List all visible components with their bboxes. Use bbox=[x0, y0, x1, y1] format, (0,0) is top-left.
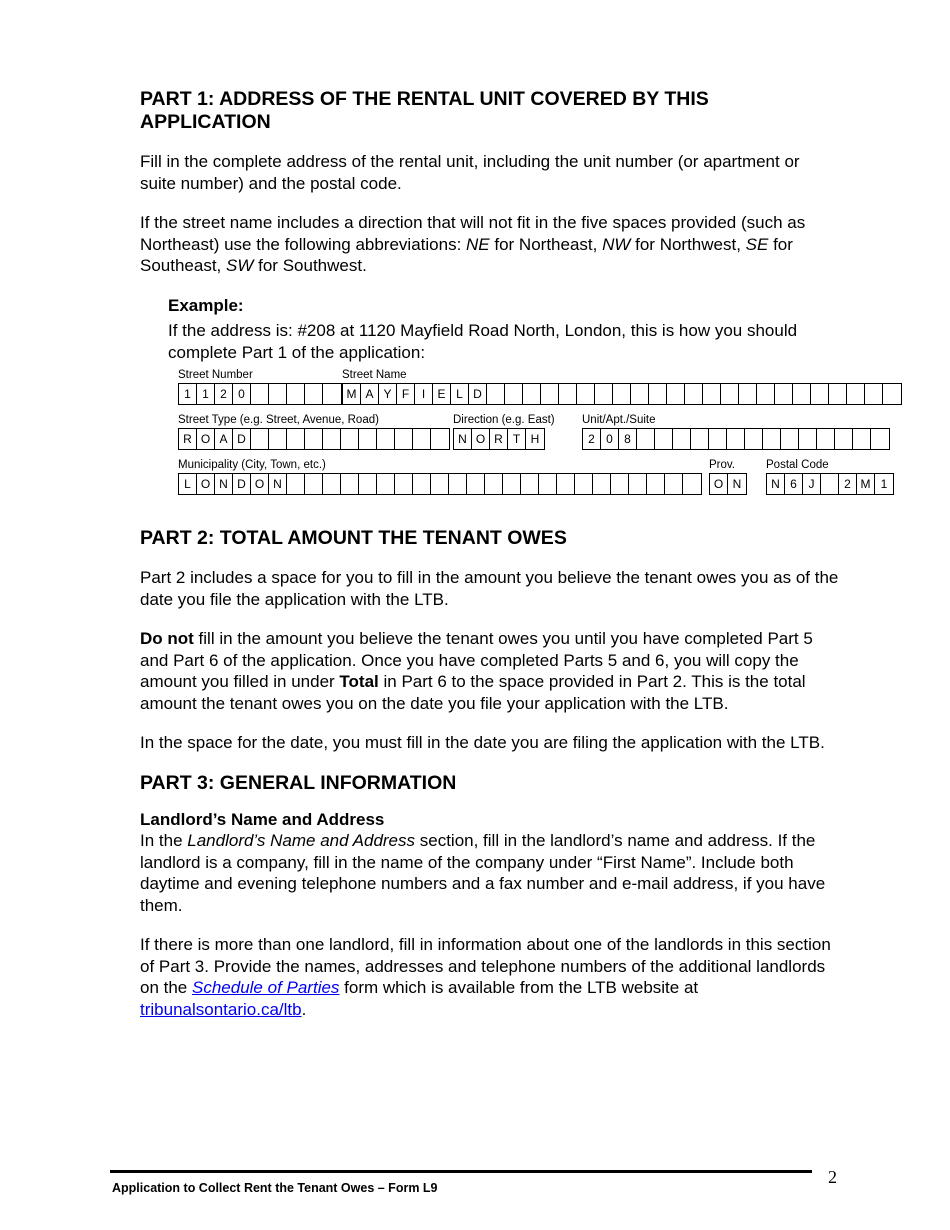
char-box bbox=[449, 474, 467, 494]
char-box: L bbox=[451, 384, 469, 404]
char-box: 2 bbox=[839, 474, 857, 494]
char-box bbox=[539, 474, 557, 494]
char-box: L bbox=[179, 474, 197, 494]
char-box bbox=[781, 429, 799, 449]
char-box bbox=[595, 384, 613, 404]
char-box: 8 bbox=[619, 429, 637, 449]
char-box bbox=[655, 429, 673, 449]
char-box: T bbox=[508, 429, 526, 449]
char-box: N bbox=[269, 474, 287, 494]
address-form-example bbox=[178, 369, 890, 505]
char-box: M bbox=[343, 384, 361, 404]
char-box: 1 bbox=[179, 384, 197, 404]
char-box: H bbox=[530, 432, 540, 446]
char-box: E bbox=[433, 384, 451, 404]
char-box: N bbox=[215, 474, 233, 494]
char-box bbox=[847, 384, 865, 404]
char-box bbox=[649, 384, 667, 404]
char-box: N bbox=[767, 474, 785, 494]
char-box bbox=[467, 474, 485, 494]
char-box bbox=[685, 384, 703, 404]
char-box: N bbox=[454, 429, 472, 449]
char-box bbox=[305, 474, 323, 494]
char-box: 6 bbox=[785, 474, 803, 494]
char-box bbox=[611, 474, 629, 494]
char-box bbox=[377, 474, 395, 494]
char-box: O bbox=[197, 429, 215, 449]
char-box bbox=[395, 429, 413, 449]
part3-paragraph-2: If there is more than one landlord, fill in information about one of the landlords in this section of Part 3. Provide the names, addresses and telephone numbers of the additional landlords on the Schedule of Parties form which is available from the LTB website at tribunalsontario.ca/ltb. bbox=[140, 935, 831, 1019]
char-box bbox=[557, 474, 575, 494]
char-box: O bbox=[472, 429, 490, 449]
street-number-boxes bbox=[178, 383, 342, 405]
street-name-boxes bbox=[342, 383, 902, 405]
char-box bbox=[377, 429, 395, 449]
char-box bbox=[575, 474, 593, 494]
char-box: 0 bbox=[601, 429, 619, 449]
char-box bbox=[341, 474, 359, 494]
part2-paragraph-3: In the space for the date, you must fill in the date you are filing the application with the LTB. bbox=[140, 733, 825, 752]
char-box bbox=[763, 429, 781, 449]
char-box bbox=[647, 474, 665, 494]
char-box bbox=[745, 429, 763, 449]
char-box bbox=[673, 429, 691, 449]
page-number: 2 bbox=[828, 1167, 837, 1187]
char-box bbox=[323, 384, 341, 404]
char-box bbox=[323, 474, 341, 494]
char-box bbox=[775, 384, 793, 404]
char-box: D bbox=[233, 429, 251, 449]
example-block bbox=[168, 295, 840, 364]
char-box bbox=[821, 474, 839, 494]
char-box: D bbox=[233, 474, 251, 494]
char-box: A bbox=[215, 429, 233, 449]
char-box: 2 bbox=[583, 429, 601, 449]
char-box bbox=[793, 384, 811, 404]
ltb-website-link[interactable]: tribunalsontario.ca/ltb bbox=[140, 999, 302, 1019]
char-box bbox=[799, 429, 817, 449]
char-box bbox=[341, 429, 359, 449]
char-box: D bbox=[469, 384, 487, 404]
part3-heading: PART 3: GENERAL INFORMATION bbox=[140, 771, 457, 794]
char-box bbox=[251, 384, 269, 404]
char-box: M bbox=[857, 474, 875, 494]
province-boxes bbox=[709, 473, 747, 495]
municipality-boxes bbox=[178, 473, 702, 495]
part1-heading: PART 1: ADDRESS OF THE RENTAL UNIT COVERED BY THIS APPLICATION bbox=[140, 88, 709, 133]
document-body bbox=[140, 88, 888, 1038]
char-box bbox=[829, 384, 847, 404]
char-box bbox=[817, 429, 835, 449]
char-box: 0 bbox=[233, 384, 251, 404]
part1-paragraph-1: Fill in the complete address of the rental unit, including the unit number (or apartment or suite number) and the postal code. bbox=[140, 152, 800, 193]
char-box bbox=[665, 474, 683, 494]
char-box bbox=[757, 384, 775, 404]
char-box bbox=[613, 384, 631, 404]
char-box: Y bbox=[379, 384, 397, 404]
char-box bbox=[865, 384, 883, 404]
char-box bbox=[559, 384, 577, 404]
municipality-label: Municipality (City, Town, etc.) bbox=[178, 459, 326, 471]
direction-label: Direction (e.g. East) bbox=[453, 414, 555, 426]
direction-boxes bbox=[453, 428, 545, 450]
char-box bbox=[691, 429, 709, 449]
char-box bbox=[629, 474, 647, 494]
part1-paragraph-2: If the street name includes a direction that will not fit in the five spaces provided (such as Northeast) use the following abbreviations: NE for Northeast, NW for Northwest, SE for Southeast, SW for Southwest. bbox=[140, 213, 806, 275]
postal-code-label: Postal Code bbox=[766, 459, 829, 471]
footer-rule bbox=[110, 1170, 812, 1173]
char-box bbox=[631, 384, 649, 404]
char-box bbox=[251, 429, 269, 449]
street-type-boxes bbox=[178, 428, 450, 450]
char-box bbox=[577, 384, 595, 404]
char-box bbox=[485, 474, 503, 494]
char-box bbox=[323, 429, 341, 449]
char-box bbox=[637, 429, 655, 449]
example-text: If the address is: #208 at 1120 Mayfield Road North, London, this is how you should complete Part 1 of the application: bbox=[168, 321, 798, 362]
char-box bbox=[287, 429, 305, 449]
char-box: F bbox=[397, 384, 415, 404]
char-box: I bbox=[415, 384, 433, 404]
char-box: O bbox=[710, 474, 728, 494]
street-name-label: Street Name bbox=[342, 369, 407, 381]
char-box bbox=[811, 384, 829, 404]
char-box: O bbox=[251, 474, 269, 494]
part3-paragraph-1: In the Landlord’s Name and Address section, fill in the landlord’s name and address. If the landlord is a company, fill in the name of the company under “First Name”. Include both daytime and evening telephone numbers and a fax number and e-mail address, if you have them. bbox=[140, 831, 826, 915]
char-box bbox=[739, 384, 757, 404]
char-box bbox=[305, 384, 323, 404]
char-box bbox=[503, 474, 521, 494]
char-box: R bbox=[490, 429, 508, 449]
char-box bbox=[269, 384, 287, 404]
unit-label: Unit/Apt./Suite bbox=[582, 414, 656, 426]
char-box: R bbox=[179, 429, 197, 449]
char-box bbox=[883, 384, 901, 404]
char-box bbox=[359, 474, 377, 494]
char-box bbox=[835, 429, 853, 449]
char-box bbox=[413, 429, 431, 449]
char-box bbox=[683, 474, 701, 494]
char-box bbox=[667, 384, 685, 404]
char-box bbox=[287, 384, 305, 404]
char-box bbox=[505, 384, 523, 404]
char-box bbox=[487, 384, 505, 404]
char-box bbox=[703, 384, 721, 404]
char-box bbox=[287, 474, 305, 494]
char-box: J bbox=[803, 474, 821, 494]
char-box bbox=[305, 429, 323, 449]
char-box: N bbox=[732, 477, 742, 491]
part2-paragraph-2: Do not fill in the amount you believe the tenant owes you until you have completed Part 5 and Part 6 of the application. Once you have completed Parts 5 and 6, you will copy the amount you filled in under Total in Part 6 to the space provided in Part 2. This is the total amount the tenant owes you on the date you file your application with the LTB. bbox=[140, 629, 813, 713]
char-box bbox=[523, 384, 541, 404]
example-title: Example: bbox=[168, 295, 244, 315]
char-box: 1 bbox=[197, 384, 215, 404]
char-box: 2 bbox=[215, 384, 233, 404]
char-box bbox=[541, 384, 559, 404]
char-box bbox=[721, 384, 739, 404]
char-box bbox=[727, 429, 745, 449]
char-box: 1 bbox=[880, 477, 888, 491]
street-number-label: Street Number bbox=[178, 369, 253, 381]
char-box bbox=[395, 474, 413, 494]
landlord-subheading: Landlord’s Name and Address bbox=[140, 809, 385, 829]
schedule-of-parties-link[interactable]: Schedule of Parties bbox=[192, 978, 340, 997]
char-box bbox=[709, 429, 727, 449]
char-box bbox=[593, 474, 611, 494]
part2-paragraph-1: Part 2 includes a space for you to fill in the amount you believe the tenant owes you as of the date you file the application with the LTB. bbox=[140, 568, 839, 609]
char-box bbox=[413, 474, 431, 494]
footer-title: Application to Collect Rent the Tenant Owes – Form L9 bbox=[112, 1181, 438, 1195]
char-box bbox=[431, 474, 449, 494]
char-box bbox=[269, 429, 287, 449]
char-box: O bbox=[197, 474, 215, 494]
unit-boxes bbox=[582, 428, 890, 450]
street-type-label: Street Type (e.g. Street, Avenue, Road) bbox=[178, 414, 379, 426]
char-box: A bbox=[361, 384, 379, 404]
part2-heading: PART 2: TOTAL AMOUNT THE TENANT OWES bbox=[140, 527, 567, 549]
postal-code-boxes bbox=[766, 473, 894, 495]
char-box bbox=[359, 429, 377, 449]
char-box bbox=[871, 429, 889, 449]
char-box bbox=[521, 474, 539, 494]
province-label: Prov. bbox=[709, 459, 735, 471]
char-box bbox=[431, 429, 449, 449]
char-box bbox=[853, 429, 871, 449]
